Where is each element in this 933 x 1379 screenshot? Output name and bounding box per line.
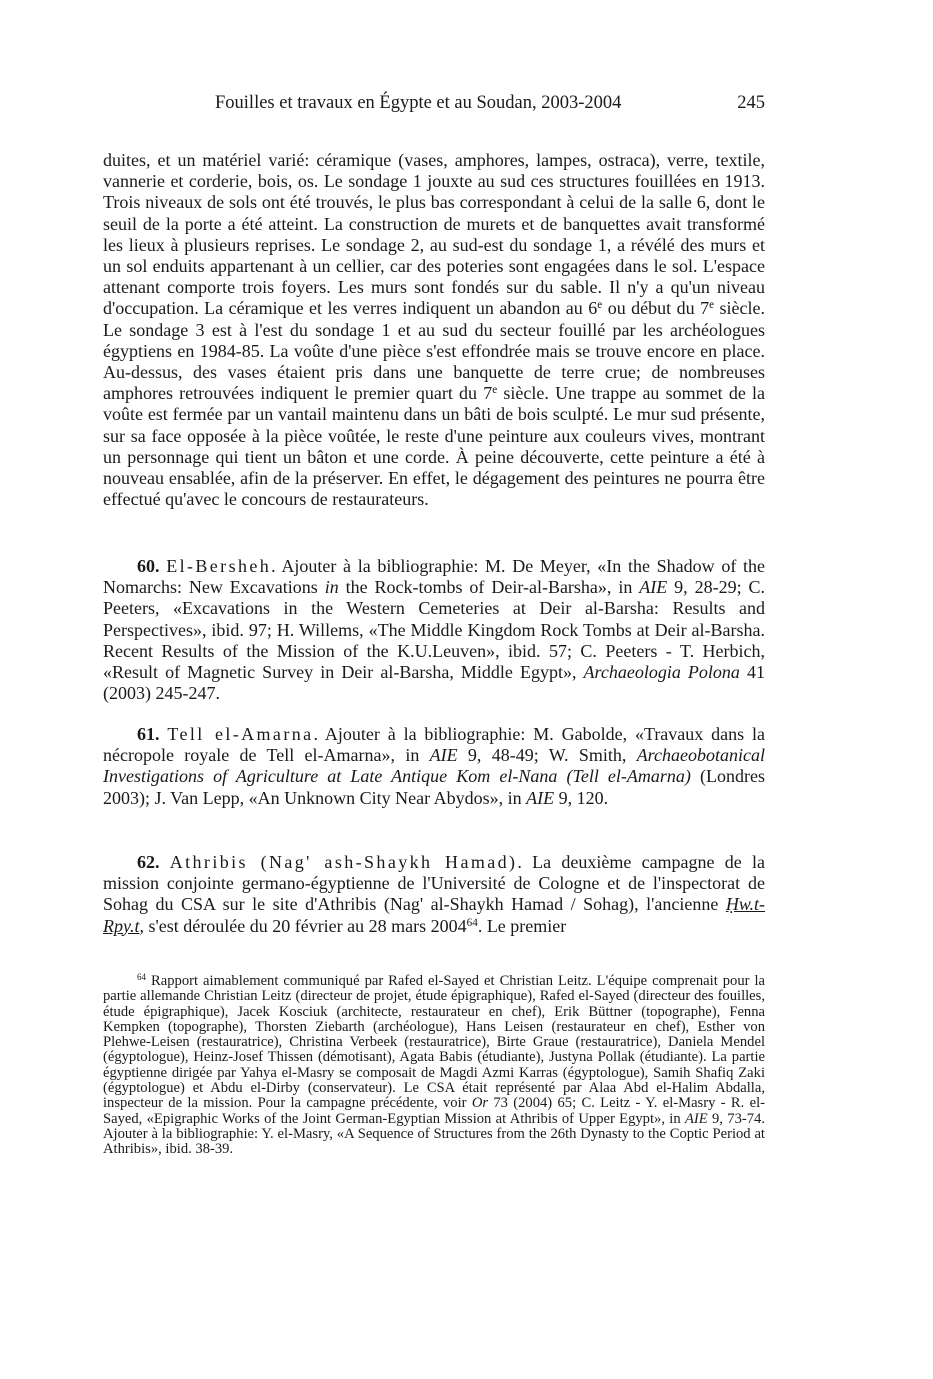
footnote-text: 9, 73-74. Ajouter à la bibliographie: Y. el-Masry, «A Sequence of Structures from the 26th Dynasty to the Coptic Period at Athribis», ibid. 38-39.: [103, 1110, 765, 1158]
paragraph-text: siècle. Le sondage 3 est à l'est du sondage 1 et au sud du secteur fouillé par les archéologues égyptiens en 1984-85. La voûte d'une pièce s'est effondrée mais se trouve encore en place. Au-dessus, des vases étaient pris dans une banquette de terre crue; de nombreuses amphores retrouvées indiquent le premier quart du 7: [103, 298, 765, 404]
italic-text: in: [324, 577, 339, 598]
paragraph-text: ou début du 7: [602, 298, 710, 319]
footnote-number: 64: [137, 972, 147, 983]
footnote-text: 73 (2004) 65; C. Leitz - Y. el-Masry - R. el-Sayed, «Epigraphic Works of the Joint German-Egyptian Mission at Athribis of Upper Egypt», in: [103, 1095, 765, 1127]
entry-text: . Ajouter à la bibliographie: M. De Meyer, «In the Shadow of the Nomarchs: New Excavations: [103, 556, 766, 598]
site-name: Athribis (Nag' ash-Shaykh Hamad): [169, 852, 518, 872]
footnote-text: Rapport aimablement communiqué par Rafed el-Sayed et Christian Leitz. L'équipe comprenait pour la partie allemande Christian Leitz (directeur de projet, étude épigraphique), Rafed el-Sayed (directeur des fouilles, étude épigraphique), Jacek Kosciuk (architecte, restaurateur en chef), Erik Büttner (topographe), Fenna Kempken (topographe), Thorsten Ziebarth (archéologue), Hans Leisen (restaurateur en chef), Esther von Plehwe-Leisen (restauratrice), Christina Verbeek (restauratrice), Birte Graue (restauratrice), Daniela Mendel (égyptologue), Heinz-Josef Thissen (démotisant), Agata Babis (étudiante), Justyna Pollak (étudiante). La partie égyptienne dirigée par Yahya el-Masry se composait de Magdi Azmi Karras (égyptologue), Samih Shafiq Zaki (égyptologue) et Abdu el-Dirby (conservateur). Le CSA était représenté par Alaa Abd el-Halim Abdalla, inspecteur de la mission. Pour la campagne précédente, voir: [103, 973, 765, 1112]
running-title: Fouilles et travaux en Égypte et au Soudan, 2003-2004: [215, 93, 622, 113]
superscript: e: [597, 299, 603, 312]
superscript: e: [492, 384, 498, 397]
journal-abbrev: AIE: [429, 745, 458, 766]
journal-abbrev: AIE: [639, 577, 668, 598]
entry-number: 61.: [137, 724, 160, 744]
entry-62: [103, 852, 765, 937]
entry-text: 41 (2003) 245-247.: [103, 662, 766, 704]
entry-number: 60.: [137, 556, 160, 576]
footnote-64: [103, 974, 765, 1158]
ancient-name: Ḥw.t-Rpy.t: [103, 894, 765, 936]
journal-abbrev: AIE: [684, 1110, 708, 1127]
entry-text: . Ajouter à la bibliographie: M. Gabolde, «Travaux dans la nécropole royale de Tell el-Amarna», in: [103, 724, 765, 766]
entry-text: (Londres 2003); J. Van Lepp, «An Unknown City Near Abydos», in: [103, 766, 765, 808]
entry-text: . La deuxième campagne de la mission conjointe germano-égyptienne de l'Université de Cologne et de l'inspectorat de Sohag du CSA sur le site d'Athribis (Nag' al-Shaykh Hamad / Sohag), l'ancienne: [103, 852, 765, 915]
page-number: 245: [737, 93, 765, 113]
entry-61: [103, 724, 765, 809]
journal-abbrev: AIE: [526, 787, 555, 808]
entry-number: 62.: [137, 852, 160, 872]
paragraph-text: duites, et un matériel varié: céramique (vases, amphores, lampes, ostraca), verre, textile, vannerie et corderie, bois, os. Le sondage 1 jouxte au sud ces structures fouillées en 1913. Trois niveaux de sols ont été trouvés, le plus bas correspondant à celui de la salle 6, dont le seuil de la porte a été atteint. La construction de murets et de banquettes avait transformé les lieux à plusieurs reprises. Le sondage 2, au sud-est du sondage 1, a révélé des murs et un sol enduits appartenant à un cellier, car des poteries sont engagées dans le sol. L'espace attenant comporte trois foyers. Les murs sont fondés sur du sable. Il n'y a qu'un niveau d'occupation. La céramique et les verres indiquent un abandon au 6: [103, 150, 765, 319]
site-name: El-Bersheh: [166, 556, 272, 576]
entry-text: 9, 28-29; C. Peeters, «Excavations in the Western Cemeteries at Deir al-Barsha: Results and Perspectives», ibid. 97; H. Willems, «The Middle Kingdom Rock Tombs at Deir al-Barsha. Recent Results of the Mission of the K.U.Leuven», ibid. 57; C. Peeters - T. Herbich, «Result of Magnetic Survey in Deir al-Barsha, Middle Egypt»,: [103, 577, 765, 683]
entry-text: , s'est déroulée du 20 février au 28 mars 2004: [139, 915, 467, 936]
entry-60: [103, 556, 765, 704]
book-title: Archaeobotanical Investigations of Agriculture at Late Antique Kom el-Nana (Tell el-Amarna): [103, 745, 765, 787]
journal-abbrev: Or: [471, 1095, 489, 1112]
entry-text: 9, 48-49; W. Smith,: [457, 745, 637, 766]
footnote-ref: 64: [466, 916, 478, 929]
entry-text: . Le premier: [477, 915, 567, 936]
paragraph-text: siècle. Une trappe au sommet de la voûte est fermée par un vantail maintenu dans un bâti de bois sculpté. Le mur sud présente, sur sa face opposée à la pièce voûtée, le reste d'une peinture aux couleurs vives, montrant un personnage qui tient un bâton et une corde. À peine découverte, cette peinture a été à nouveau ensablée, afin de la préserver. En effet, le dégagement des peintures ne pourra être effectué qu'avec le concours de restaurateurs.: [103, 383, 765, 510]
entry-text: 9, 120.: [554, 787, 609, 808]
continued-paragraph: [103, 150, 765, 510]
journal-title: Archaeologia Polona: [583, 662, 740, 683]
site-name: Tell el-Amarna: [167, 724, 314, 744]
running-header: [103, 93, 765, 119]
entry-text: the Rock-tombs of Deir-al-Barsha», in: [338, 577, 640, 598]
superscript: e: [709, 299, 715, 312]
